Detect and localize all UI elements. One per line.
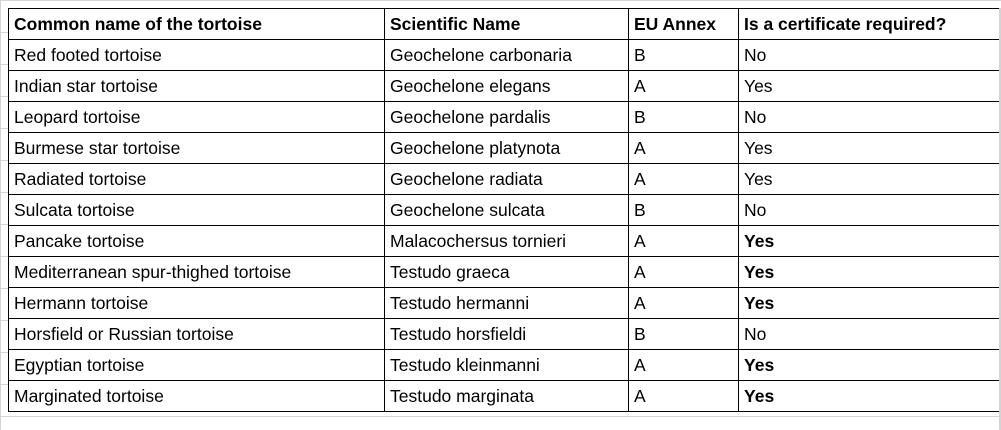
- cell-eu-annex[interactable]: A: [629, 257, 739, 288]
- cell-common-name[interactable]: Mediterranean spur-thighed tortoise: [9, 257, 385, 288]
- cell-scientific-name[interactable]: Geochelone elegans: [385, 71, 629, 102]
- cell-eu-annex[interactable]: A: [629, 164, 739, 195]
- cell-eu-annex[interactable]: A: [629, 71, 739, 102]
- cell-scientific-name[interactable]: Geochelone sulcata: [385, 195, 629, 226]
- cell-eu-annex[interactable]: B: [629, 40, 739, 71]
- cell-scientific-name[interactable]: Malacochersus tornieri: [385, 226, 629, 257]
- cell-scientific-name[interactable]: Testudo graeca: [385, 257, 629, 288]
- header-common-name[interactable]: Common name of the tortoise: [9, 9, 385, 40]
- cell-scientific-name[interactable]: Testudo hermanni: [385, 288, 629, 319]
- table-body: [9, 40, 1000, 412]
- table-row: [9, 257, 1000, 288]
- cell-common-name[interactable]: Hermann tortoise: [9, 288, 385, 319]
- cell-certificate-required[interactable]: Yes: [739, 257, 1000, 288]
- table-row: [9, 102, 1000, 133]
- cell-certificate-required[interactable]: No: [739, 319, 1000, 350]
- cell-certificate-required[interactable]: Yes: [739, 226, 1000, 257]
- table-row: [9, 195, 1000, 226]
- header-eu-annex[interactable]: EU Annex: [629, 9, 739, 40]
- table-row: [9, 164, 1000, 195]
- cell-certificate-required[interactable]: Yes: [739, 288, 1000, 319]
- table-row: [9, 133, 1000, 164]
- cell-scientific-name[interactable]: Testudo marginata: [385, 381, 629, 412]
- table-row: [9, 40, 1000, 71]
- cell-common-name[interactable]: Leopard tortoise: [9, 102, 385, 133]
- table-row: [9, 350, 1000, 381]
- table-row: [9, 71, 1000, 102]
- cell-eu-annex[interactable]: A: [629, 350, 739, 381]
- cell-scientific-name[interactable]: Geochelone platynota: [385, 133, 629, 164]
- cell-certificate-required[interactable]: Yes: [739, 164, 1000, 195]
- cell-common-name[interactable]: Radiated tortoise: [9, 164, 385, 195]
- table-row: [9, 226, 1000, 257]
- cell-certificate-required[interactable]: Yes: [739, 381, 1000, 412]
- cell-scientific-name[interactable]: Testudo horsfieldi: [385, 319, 629, 350]
- cell-common-name[interactable]: Pancake tortoise: [9, 226, 385, 257]
- cell-scientific-name[interactable]: Testudo kleinmanni: [385, 350, 629, 381]
- header-scientific-name[interactable]: Scientific Name: [385, 9, 629, 40]
- cell-certificate-required[interactable]: Yes: [739, 133, 1000, 164]
- header-row: [9, 9, 1000, 40]
- cell-eu-annex[interactable]: A: [629, 288, 739, 319]
- header-certificate-required[interactable]: Is a certificate required?: [739, 9, 1000, 40]
- cell-common-name[interactable]: Sulcata tortoise: [9, 195, 385, 226]
- cell-eu-annex[interactable]: B: [629, 102, 739, 133]
- cell-scientific-name[interactable]: Geochelone radiata: [385, 164, 629, 195]
- cell-certificate-required[interactable]: Yes: [739, 71, 1000, 102]
- table-row: [9, 319, 1000, 350]
- table-row: [9, 288, 1000, 319]
- tortoise-table: [8, 8, 1000, 412]
- cell-common-name[interactable]: Marginated tortoise: [9, 381, 385, 412]
- cell-certificate-required[interactable]: No: [739, 195, 1000, 226]
- cell-common-name[interactable]: Red footed tortoise: [9, 40, 385, 71]
- cell-certificate-required[interactable]: No: [739, 40, 1000, 71]
- cell-certificate-required[interactable]: No: [739, 102, 1000, 133]
- cell-scientific-name[interactable]: Geochelone carbonaria: [385, 40, 629, 71]
- cell-common-name[interactable]: Burmese star tortoise: [9, 133, 385, 164]
- cell-certificate-required[interactable]: Yes: [739, 350, 1000, 381]
- cell-common-name[interactable]: Egyptian tortoise: [9, 350, 385, 381]
- cell-eu-annex[interactable]: A: [629, 133, 739, 164]
- cell-scientific-name[interactable]: Geochelone pardalis: [385, 102, 629, 133]
- cell-eu-annex[interactable]: B: [629, 319, 739, 350]
- cell-common-name[interactable]: Horsfield or Russian tortoise: [9, 319, 385, 350]
- cell-common-name[interactable]: Indian star tortoise: [9, 71, 385, 102]
- cell-eu-annex[interactable]: A: [629, 226, 739, 257]
- table-row: [9, 381, 1000, 412]
- cell-eu-annex[interactable]: A: [629, 381, 739, 412]
- cell-eu-annex[interactable]: B: [629, 195, 739, 226]
